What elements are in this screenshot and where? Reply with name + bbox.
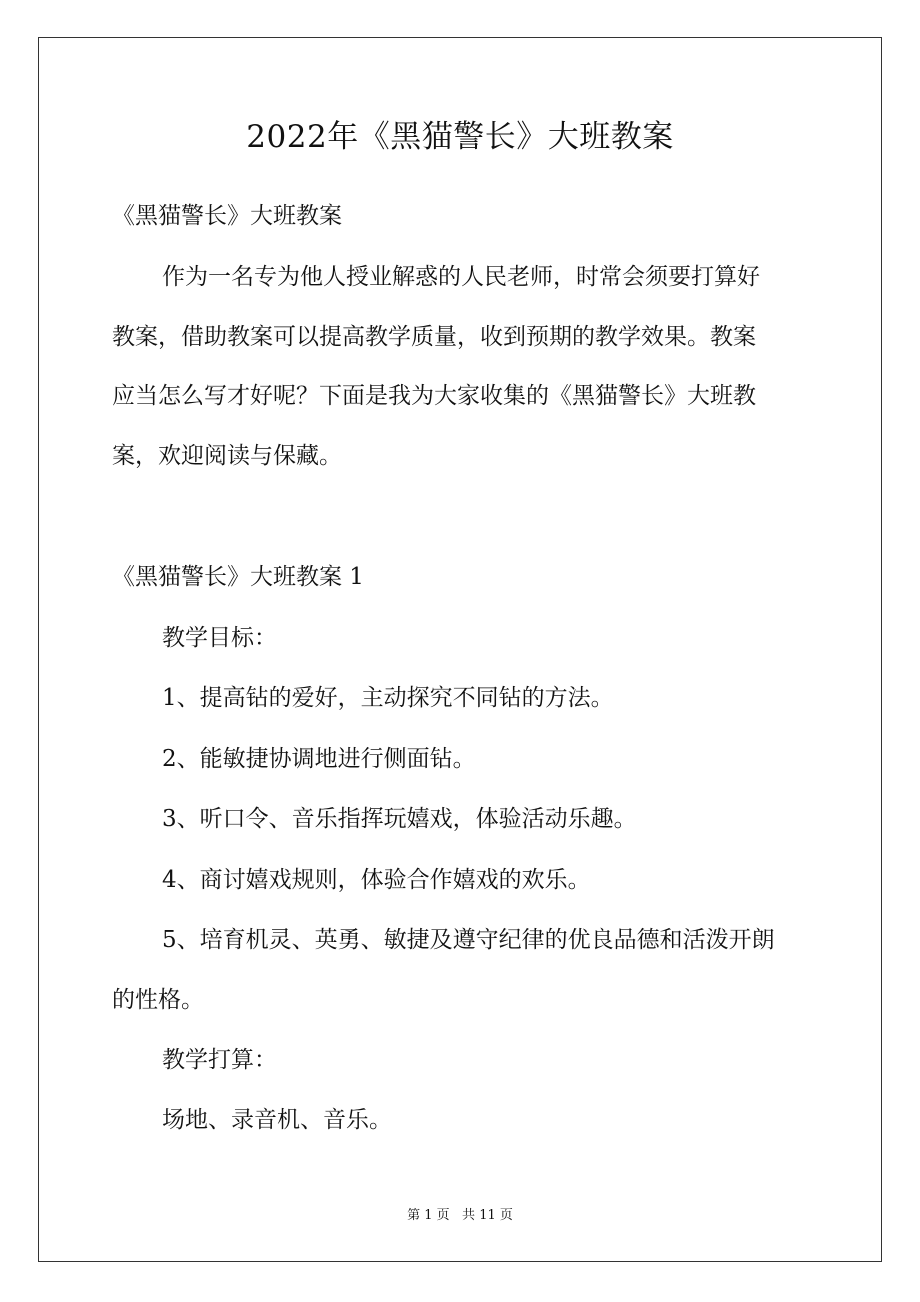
- goals-heading: 教学目标：: [162, 625, 277, 651]
- goal-item-4: 4、商讨嬉戏规则，体验合作嬉戏的欢乐。: [162, 867, 591, 893]
- document-subtitle: 《黑猫警长》大班教案: [112, 203, 342, 229]
- prep-heading: 教学打算：: [162, 1047, 277, 1073]
- intro-line-3: 应当怎么写才好呢？下面是我为大家收集的《黑猫警长》大班教: [112, 383, 756, 409]
- prep-text: 场地、录音机、音乐。: [162, 1107, 392, 1133]
- goal-item-1: 1、提高钻的爱好，主动探究不同钻的方法。: [162, 685, 614, 711]
- document-title: 2022年《黑猫警长》大班教案: [246, 119, 674, 155]
- intro-line-2: 教案，借助教案可以提高教学质量，收到预期的教学效果。教案: [112, 324, 756, 350]
- section-heading: 《黑猫警长》大班教案 1: [112, 564, 364, 590]
- goal-item-3: 3、听口令、音乐指挥玩嬉戏，体验活动乐趣。: [162, 806, 637, 832]
- intro-line-1: 作为一名专为他人授业解惑的人民老师，时常会须要打算好: [162, 264, 760, 290]
- goal-item-5: 5、培育机灵、英勇、敏捷及遵守纪律的优良品德和活泼开朗: [162, 927, 775, 953]
- page-footer: 第 1 页 共 11 页: [407, 1208, 513, 1223]
- goal-item-5-continuation: 的性格。: [112, 987, 204, 1013]
- intro-line-4: 案，欢迎阅读与保藏。: [112, 443, 342, 469]
- goal-item-2: 2、能敏捷协调地进行侧面钻。: [162, 746, 476, 772]
